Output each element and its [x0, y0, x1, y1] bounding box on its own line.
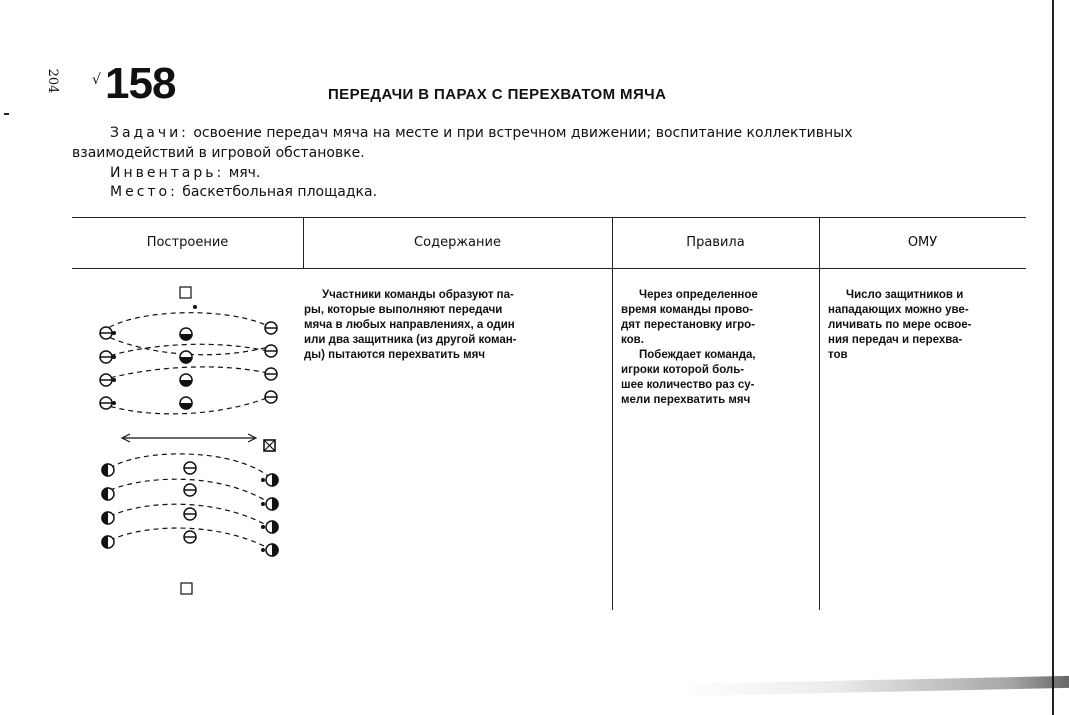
- rules-line: Побеждает команда,: [639, 349, 756, 361]
- table-top-rule: [72, 217, 1026, 218]
- player-marker: [266, 521, 278, 533]
- ball-dot: [112, 355, 116, 359]
- rules-line: игроки которой боль-: [621, 364, 745, 376]
- defender-marker: [184, 508, 196, 520]
- player-marker: [100, 351, 112, 363]
- player-marker: [102, 536, 114, 548]
- formation-diagram: [72, 270, 303, 610]
- place-line: [110, 183, 377, 202]
- ball-dot: [112, 401, 116, 405]
- ball-dot: [261, 502, 265, 506]
- content-line: или два защитника (из другой коман-: [304, 334, 517, 346]
- player-marker: [102, 488, 114, 500]
- margin-mark: [4, 113, 9, 115]
- defender-marker: [180, 374, 192, 386]
- header-formation: Построение: [146, 235, 229, 250]
- defender-marker: [184, 531, 196, 543]
- defender-marker: [180, 328, 192, 340]
- omu-line: личивать по мере освое-: [828, 319, 972, 331]
- exercise-number: 158: [105, 59, 176, 108]
- tasks-text: освоение передач мяча на месте и при встречном движении; воспитание коллективных: [193, 125, 853, 141]
- player-marker: [265, 345, 277, 357]
- defender-marker: [184, 462, 196, 474]
- ball-dot: [261, 478, 265, 482]
- player-marker: [102, 512, 114, 524]
- player-marker: [265, 322, 277, 334]
- equipment-label: Инвентарь:: [110, 165, 225, 181]
- omu-cell: [828, 288, 1025, 363]
- ball-dot: [261, 548, 265, 552]
- content-line: Участники команды образуют па-: [322, 289, 514, 301]
- rules-line: Через определенное: [639, 289, 758, 301]
- exercise-title: ПЕРЕДАЧИ В ПАРАХ С ПЕРЕХВАТОМ МЯЧА: [328, 86, 667, 103]
- place-text: баскетбольная площадка.: [182, 184, 378, 200]
- player-marker: [100, 397, 112, 409]
- scan-shadow: [680, 676, 1069, 696]
- defender-marker: [184, 484, 196, 496]
- content-line: ры, которые выполняют передачи: [304, 304, 503, 316]
- tasks-line-2: взаимодействий в игровой обстановке.: [72, 145, 365, 161]
- tasks-line: [110, 124, 1030, 143]
- player-marker: [100, 327, 112, 339]
- omu-line: тов: [828, 349, 848, 361]
- player-marker: [265, 368, 277, 380]
- ball-dot: [112, 331, 116, 335]
- place-label: Место:: [110, 184, 178, 200]
- player-marker: [266, 498, 278, 510]
- header-content: Содержание: [414, 235, 501, 250]
- check-mark: √: [92, 72, 101, 88]
- player-marker: [266, 544, 278, 556]
- tasks-label: Задачи:: [110, 125, 189, 141]
- ball-dot: [112, 378, 116, 382]
- table-header-rule: [72, 268, 1026, 269]
- page-edge-line: [1052, 0, 1054, 715]
- rules-line: время команды прово-: [621, 304, 754, 316]
- player-marker: [266, 474, 278, 486]
- header-omu: ОМУ: [907, 235, 938, 250]
- omu-line: ния передач и перехва-: [828, 334, 963, 346]
- marker-square: [181, 583, 192, 594]
- rules-line: шее количество раз су-: [621, 379, 755, 391]
- equipment-text: мяч.: [228, 165, 261, 181]
- ball-dot: [261, 525, 265, 529]
- omu-line: Число защитников и: [846, 289, 964, 301]
- rules-cell: [621, 288, 810, 408]
- rules-line: мели перехватить мяч: [621, 394, 751, 406]
- page-number: 204: [45, 68, 60, 94]
- marker-square: [180, 287, 191, 298]
- player-marker: [100, 374, 112, 386]
- content-line: ды) пытаются перехватить мяч: [304, 349, 486, 361]
- content-cell: [304, 288, 605, 363]
- rules-line: ков.: [621, 334, 644, 346]
- column-divider-2: [612, 217, 613, 610]
- equipment-line: [110, 164, 260, 183]
- player-marker: [265, 391, 277, 403]
- player-marker: [102, 464, 114, 476]
- rules-line: дят перестановку игро-: [621, 319, 755, 331]
- omu-line: нападающих можно уве-: [828, 304, 969, 316]
- header-rules: Правила: [686, 235, 745, 250]
- defender-marker: [180, 397, 192, 409]
- ball-dot: [193, 305, 197, 309]
- column-divider-3: [819, 217, 820, 610]
- defender-marker: [180, 351, 192, 363]
- content-line: мяча в любых направлениях, а один: [304, 319, 515, 331]
